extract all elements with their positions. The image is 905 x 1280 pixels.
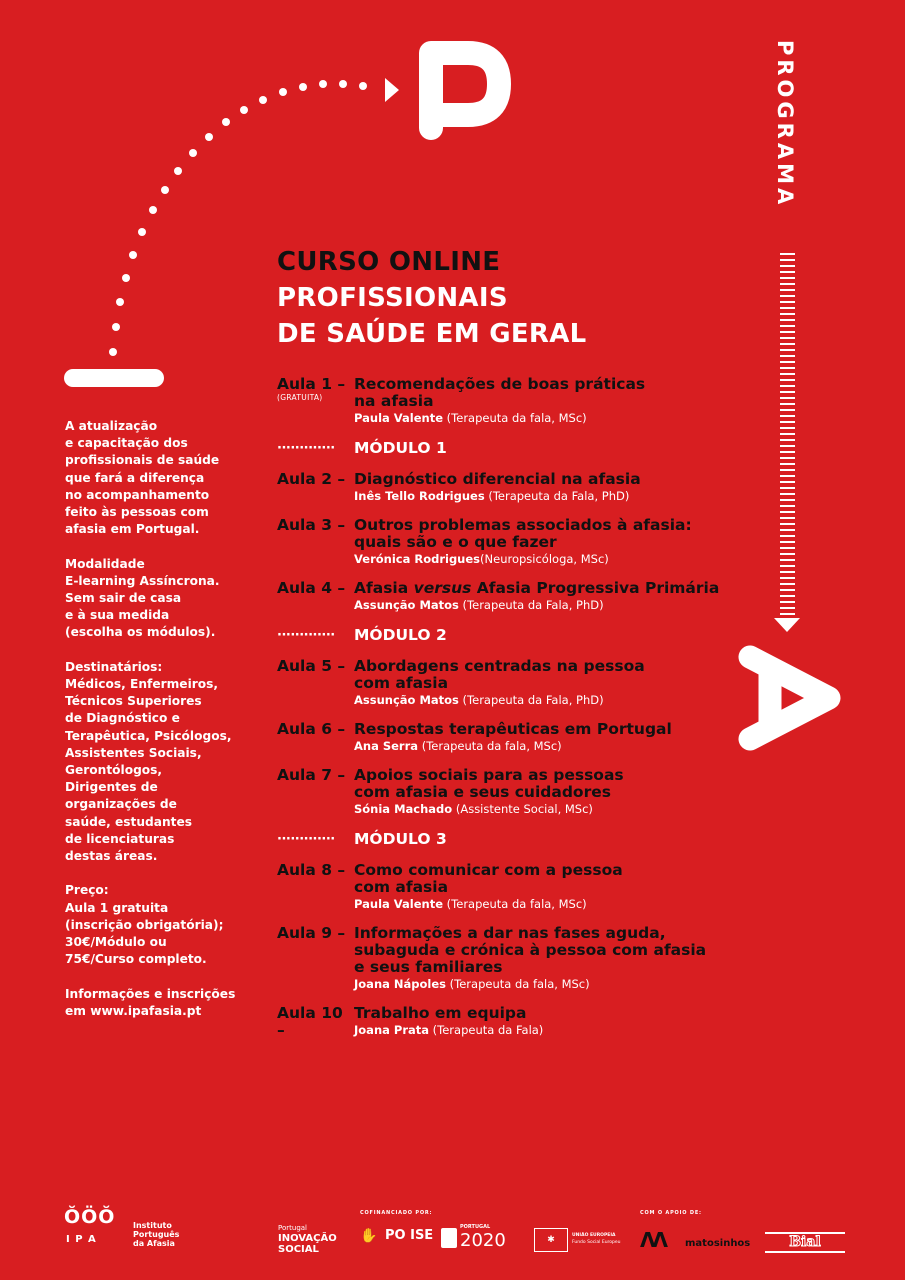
lesson-instructor	[354, 802, 747, 817]
matosinhos-icon: ΛΛ	[640, 1228, 665, 1252]
instructor-role: (Terapeuta da fala, MSc)	[443, 411, 587, 425]
lesson-content	[354, 376, 747, 426]
lesson-item	[277, 721, 747, 754]
lesson-number: Aula 3 –	[277, 516, 346, 534]
arc-dot	[161, 186, 169, 194]
lesson-title: Outros problemas associados à afasia: quais são e o que fazer	[354, 516, 692, 551]
instructor-role: (Terapeuta da fala, MSc)	[443, 897, 587, 911]
arc-dot	[189, 149, 197, 157]
ipa-logo-mark: ŎÖŎ	[64, 1206, 116, 1228]
lesson-content	[354, 767, 747, 817]
support-label: COM O APOIO DE:	[640, 1210, 702, 1216]
instructor-name: Paula Valente	[354, 897, 444, 911]
ipa-abbr: I P A	[66, 1234, 97, 1245]
instructor-name: Inês Tello Rodrigues	[354, 489, 485, 503]
lesson-title-part: Afasia	[354, 579, 414, 597]
lesson-number: Aula 9 –	[277, 924, 346, 942]
instructor-name: Paula Valente	[354, 411, 444, 425]
lesson-number-col	[277, 658, 354, 708]
lesson-number-col	[277, 376, 354, 426]
modality-text: Modalidade E-learning Assíncrona. Sem sair de casa e à sua medida (escolha os módulos).	[65, 556, 220, 640]
lesson-number: Aula 10 –	[277, 1004, 343, 1039]
pt2020-icon	[441, 1228, 457, 1248]
lesson-title: Respostas terapêuticas em Portugal	[354, 720, 672, 738]
eu-text	[572, 1232, 621, 1246]
ruler-ticks	[780, 254, 795, 614]
instructor-name: Verónica Rodrigues	[354, 552, 481, 566]
lesson-title	[354, 580, 747, 597]
title-line-1: CURSO ONLINE	[277, 247, 501, 277]
intro-text: A atualização e capacitação dos profissionais de saúde que fará a diferença no acompanhamento feito às pessoas com afasia em Portugal.	[65, 419, 220, 537]
lesson-item	[277, 767, 747, 817]
lesson-number: Aula 1 –	[277, 375, 346, 393]
instructor-name: Assunção Matos	[354, 598, 459, 612]
arc-dot	[205, 133, 213, 141]
lesson-title-part: Afasia Progressiva Primária	[471, 579, 720, 597]
ipa-name-line-3: da Afasia	[133, 1239, 175, 1248]
lesson-number-col	[277, 471, 354, 504]
instructor-name: Joana Prata	[354, 1023, 430, 1037]
arc-dot	[319, 80, 327, 88]
pis-line-3: SOCIAL	[278, 1244, 319, 1255]
eu-flag-icon: ✱	[534, 1228, 568, 1252]
bial-logo: Bial	[765, 1232, 845, 1253]
lesson-instructor	[354, 598, 747, 613]
arc-dot	[129, 251, 137, 259]
lesson-number: Aula 5 –	[277, 657, 346, 675]
lesson-item	[277, 1005, 747, 1039]
lesson-instructor	[354, 977, 747, 992]
matosinhos-logo: matosinhos	[685, 1238, 751, 1249]
free-note: (GRATUITA)	[277, 393, 323, 402]
module-dots: ·············	[277, 831, 335, 847]
module-header	[277, 626, 747, 644]
lesson-content	[354, 1005, 747, 1039]
lesson-content	[354, 471, 747, 504]
lesson-title: Como comunicar com a pessoa com afasia	[354, 861, 623, 896]
pt2020-label: PORTUGAL	[460, 1224, 491, 1230]
arc-dot	[299, 83, 307, 91]
ipa-name	[133, 1221, 179, 1248]
instructor-name: Joana Nápoles	[354, 977, 446, 991]
lesson-title: Informações a dar nas fases aguda, subaguda e crónica à pessoa com afasia e seus familiares	[354, 924, 707, 976]
title-line-3: DE SAÚDE EM GERAL	[277, 319, 587, 349]
letter-i-bar	[64, 369, 164, 387]
arc-dot	[112, 323, 120, 331]
contact-text: Informações e inscrições em www.ipafasia.pt	[65, 986, 236, 1018]
lesson-number-col	[277, 721, 354, 754]
instructor-role: (Terapeuta da fala, MSc)	[446, 977, 590, 991]
lesson-instructor	[354, 693, 747, 708]
audience-text: Destinatários: Médicos, Enfermeiros, Técnicos Superiores de Diagnóstico e Terapêutica, Psicólogos, Assistentes Sociais, Gerontólogos, Dirigentes de organizações de saúde, estudantes de licenciaturas destas áreas.	[65, 659, 232, 864]
lesson-number-col	[277, 1005, 354, 1039]
arc-dot	[240, 106, 248, 114]
poise-icon: ✋	[360, 1228, 378, 1244]
lesson-item	[277, 517, 747, 567]
lesson-content	[354, 580, 747, 613]
arc-dot	[339, 80, 347, 88]
programa-vertical-label: PROGRAMA	[773, 40, 797, 209]
footer-logos	[0, 1204, 905, 1264]
lesson-number: Aula 2 –	[277, 470, 346, 488]
lesson-instructor	[354, 897, 747, 912]
lesson-content	[354, 658, 747, 708]
instructor-name: Sónia Machado	[354, 802, 453, 816]
lesson-title: Recomendações de boas práticas na afasia	[354, 375, 646, 410]
lesson-instructor	[354, 739, 747, 754]
arc-dot	[109, 348, 117, 356]
lesson-number: Aula 4 –	[277, 579, 346, 597]
arc-dot	[122, 274, 130, 282]
lesson-number: Aula 8 –	[277, 861, 346, 879]
lesson-title: Trabalho em equipa	[354, 1004, 527, 1022]
ipa-name-line-1: Instituto	[133, 1221, 172, 1230]
lesson-number-col	[277, 767, 354, 817]
letter-p-shape	[431, 53, 499, 128]
lesson-instructor	[354, 411, 747, 426]
arc-dot	[279, 88, 287, 96]
lesson-title: Apoios sociais para as pessoas com afasia e seus cuidadores	[354, 766, 624, 801]
module-header	[277, 830, 747, 848]
lesson-item	[277, 658, 747, 708]
instructor-role: (Terapeuta da Fala)	[429, 1023, 544, 1037]
pis-logo	[278, 1224, 337, 1255]
arc-dot	[222, 118, 230, 126]
arc-dot	[116, 298, 124, 306]
eu-line-1: UNIÃO EUROPEIA	[572, 1233, 616, 1238]
module-label: MÓDULO 1	[354, 439, 447, 457]
instructor-role: (Neuropsicóloga, MSc)	[480, 552, 609, 566]
title-line-2: PROFISSIONAIS	[277, 283, 508, 313]
arc-dot	[359, 82, 367, 90]
module-dots: ·············	[277, 440, 335, 456]
lesson-item	[277, 376, 747, 426]
instructor-role: (Terapeuta da Fala, PhD)	[458, 693, 604, 707]
arrow-down-icon	[774, 618, 800, 632]
instructor-name: Ana Serra	[354, 739, 419, 753]
price-text: Preço: Aula 1 gratuita (inscrição obrigatória); 30€/Módulo ou 75€/Curso completo.	[65, 883, 224, 967]
poise-logo: PO ISE	[385, 1228, 434, 1243]
lesson-content	[354, 925, 747, 992]
lesson-title: Abordagens centradas na pessoa com afasia	[354, 657, 645, 692]
lesson-number-col	[277, 580, 354, 613]
lesson-number-col	[277, 862, 354, 912]
sidebar-info	[65, 418, 240, 1037]
instructor-role: (Terapeuta da Fala, PhD)	[484, 489, 630, 503]
lesson-content	[354, 862, 747, 912]
module-header	[277, 439, 747, 457]
arrow-right-icon	[385, 78, 399, 102]
lesson-content	[354, 517, 747, 567]
arc-dot	[138, 228, 146, 236]
instructor-role: (Terapeuta da Fala, PhD)	[458, 598, 604, 612]
lesson-number-col	[277, 925, 354, 992]
lesson-item	[277, 471, 747, 504]
lesson-item	[277, 862, 747, 912]
lesson-title-emphasis: versus	[413, 579, 472, 597]
pis-line-1: Portugal	[278, 1224, 307, 1232]
pt2020-number: 2020	[460, 1230, 506, 1251]
module-dots: ·············	[277, 627, 335, 643]
course-title	[277, 244, 587, 352]
ipa-name-line-2: Português	[133, 1230, 180, 1239]
pis-line-2: INOVAÇÃO	[278, 1233, 337, 1244]
eu-line-2: Fundo Social Europeu	[572, 1240, 621, 1245]
arc-dot	[259, 96, 267, 104]
cofinanced-label: COFINANCIADO POR:	[360, 1210, 433, 1216]
instructor-role: (Assistente Social, MSc)	[452, 802, 593, 816]
instructor-role: (Terapeuta da fala, MSc)	[418, 739, 562, 753]
module-label: MÓDULO 2	[354, 626, 447, 644]
lesson-instructor	[354, 552, 747, 567]
lesson-number: Aula 6 –	[277, 720, 346, 738]
lesson-number-col	[277, 517, 354, 567]
lesson-title: Diagnóstico diferencial na afasia	[354, 470, 641, 488]
arc-dot	[149, 206, 157, 214]
lesson-instructor	[354, 1023, 747, 1038]
lesson-item	[277, 925, 747, 992]
lesson-instructor	[354, 489, 747, 504]
module-label: MÓDULO 3	[354, 830, 447, 848]
instructor-name: Assunção Matos	[354, 693, 459, 707]
letter-a-shape	[750, 657, 829, 739]
lesson-content	[354, 721, 747, 754]
lesson-number: Aula 7 –	[277, 766, 346, 784]
lesson-item	[277, 580, 747, 613]
program-list	[277, 376, 747, 1052]
arc-dot	[174, 167, 182, 175]
